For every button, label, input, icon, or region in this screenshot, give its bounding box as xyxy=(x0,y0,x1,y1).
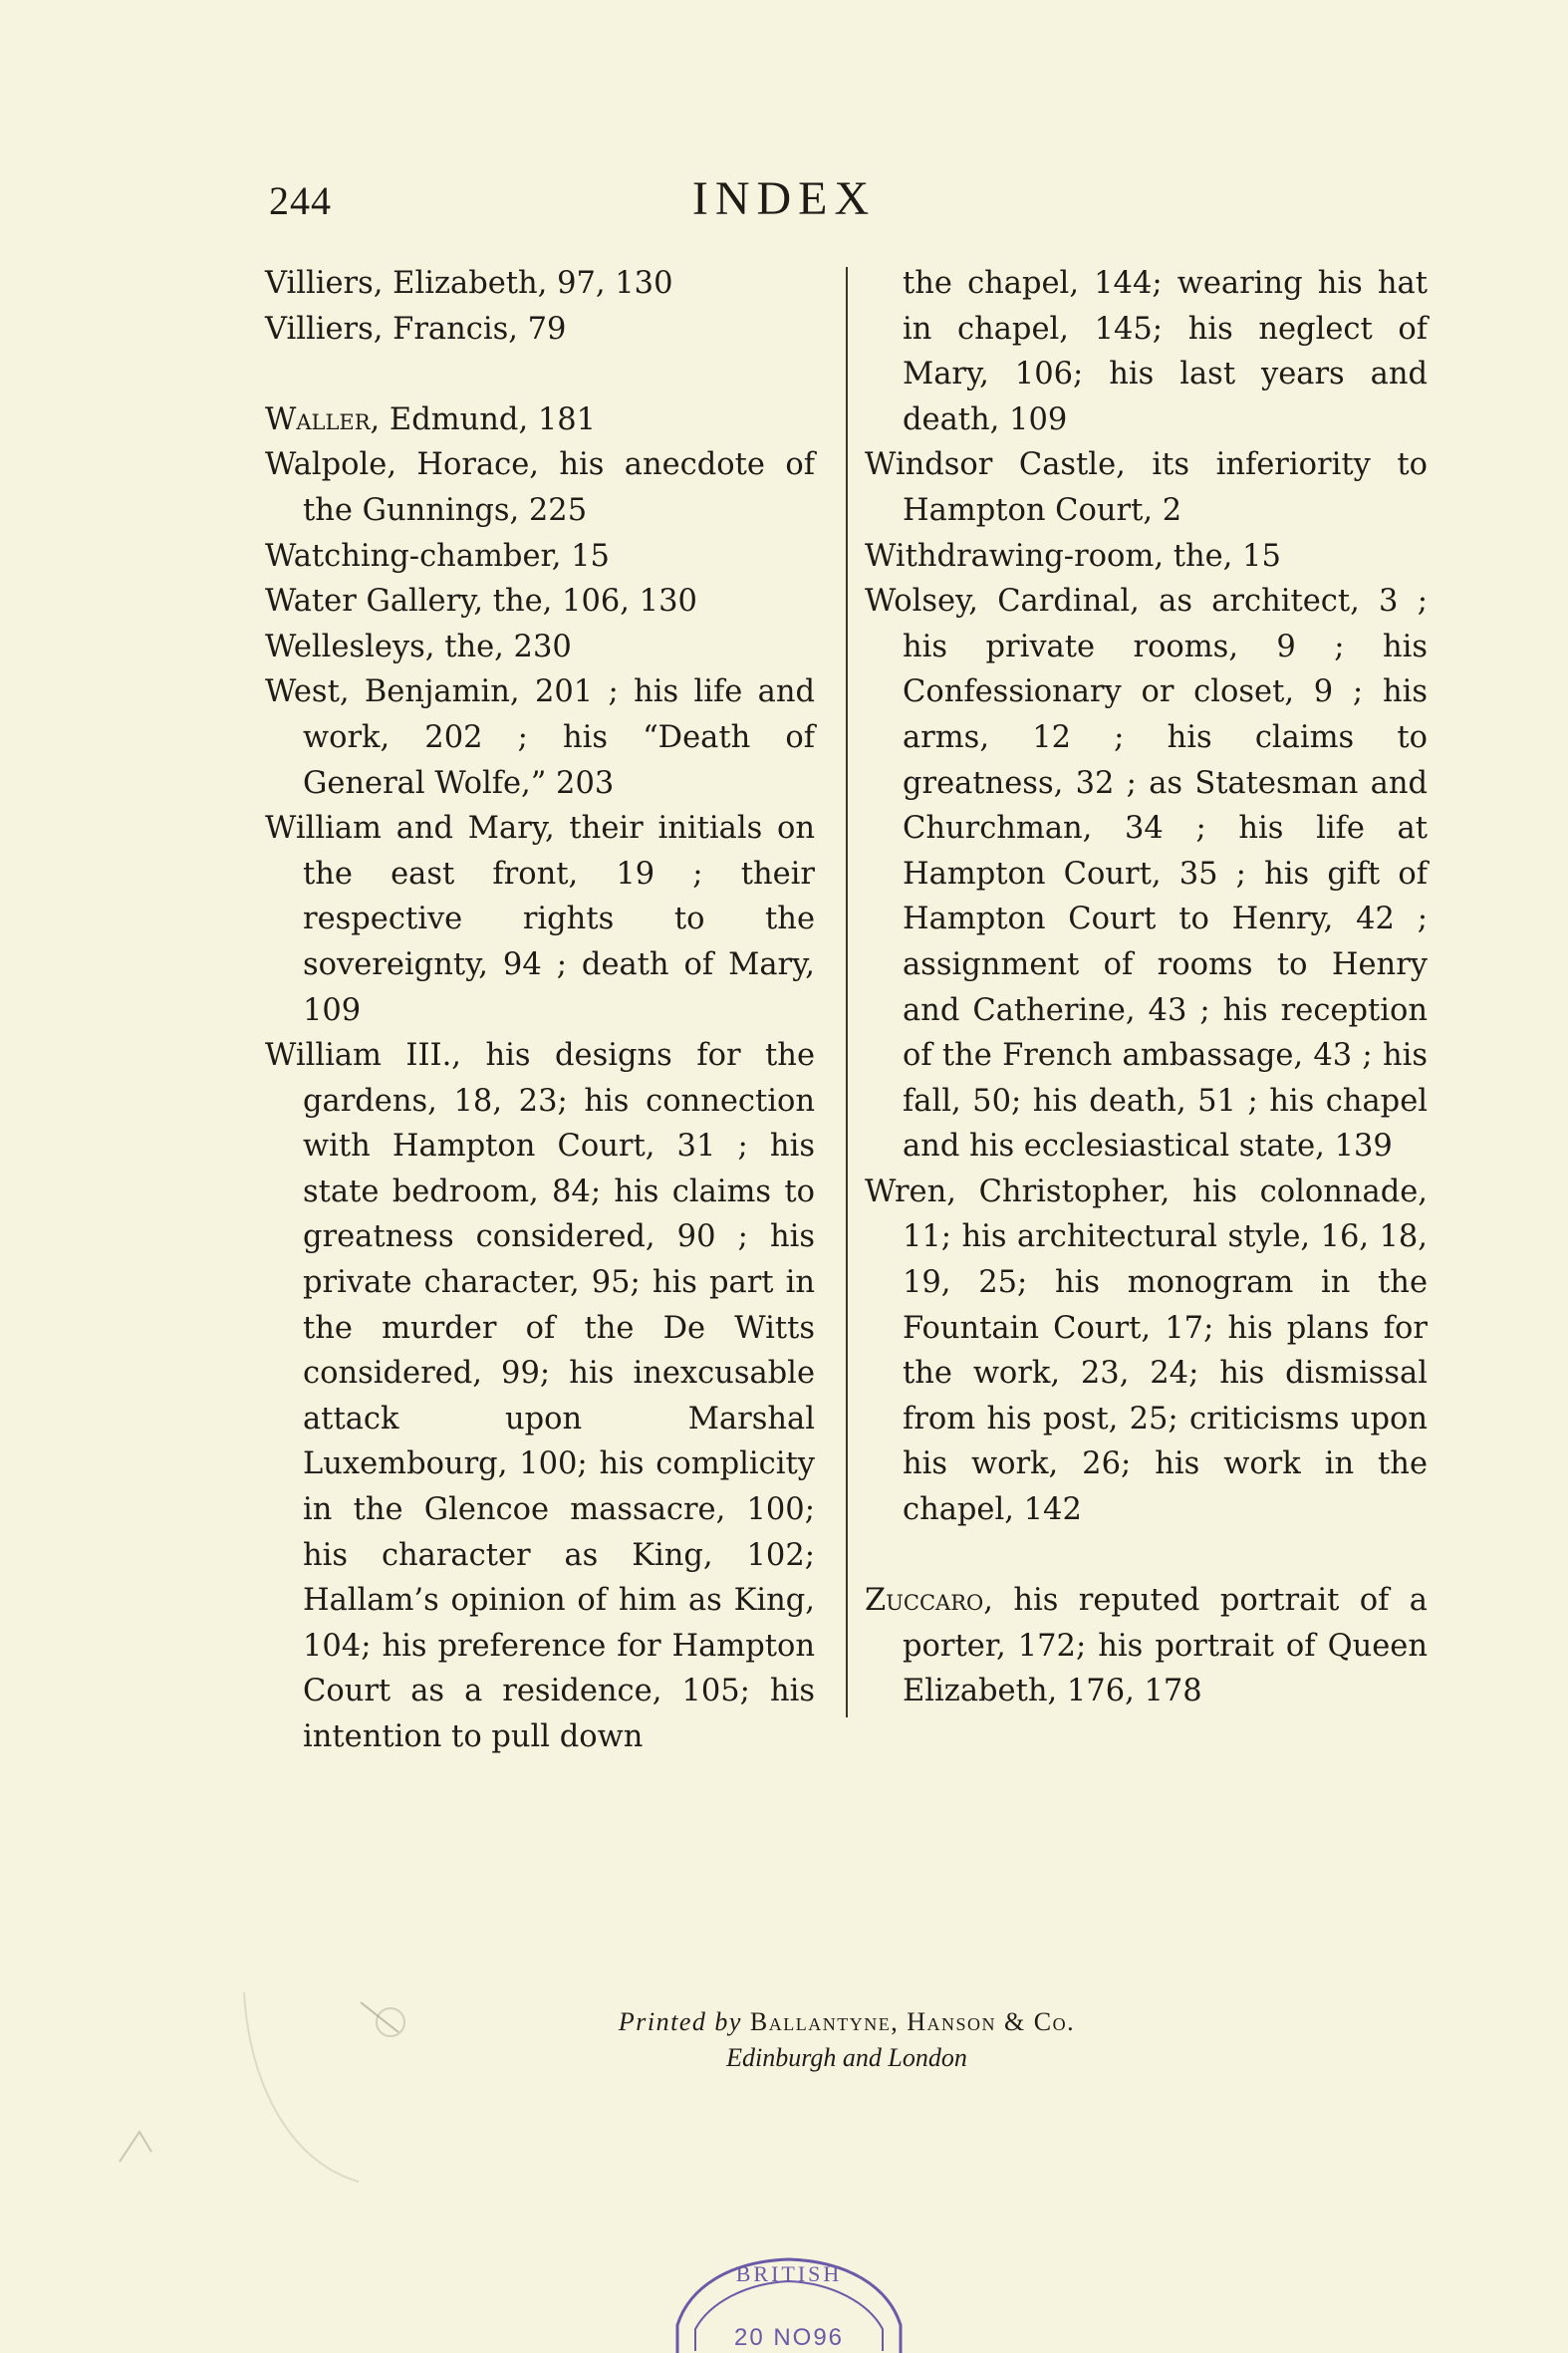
index-entry: Water Gallery, the, 106, 130 xyxy=(265,584,697,620)
index-entry: Wolsey, Cardinal, as architect, 3 ; his private rooms, 9 ; his Confessionary or closet, 9 ; his arms, 12 ; his claims to greatness, 32 ; as Statesman and Churchman, 34 ; his life at Hampton Court, 35 ; his gift of Hampton Court to Henry, 42 ; assignment of rooms to Henry and Catherine, 43 ; his reception of the French ambassage, 43 ; his fall, 50; his death, 51 ; his chapel and his ecclesiastical state, 139 xyxy=(865,584,1428,1165)
library-stamp xyxy=(669,2247,909,2353)
index-entry: Villiers, Elizabeth, 97, 130 xyxy=(265,266,673,301)
index-entry: Villiers, Francis, 79 xyxy=(265,311,567,347)
index-column-left xyxy=(265,261,815,1760)
entry-head: Zuccaro xyxy=(865,1583,984,1619)
printed-by: Printed by xyxy=(618,2007,742,2036)
index-entry: Watching-chamber, 15 xyxy=(265,538,610,574)
pencil-marks xyxy=(100,1833,428,2192)
index-entry: Waller, Edmund, 181 xyxy=(265,401,597,437)
index-entry: Wellesleys, the, 230 xyxy=(265,629,572,664)
stamp-text-top: BRITISH xyxy=(735,2261,843,2286)
printer-name: Ballantyne, Hanson & Co. xyxy=(749,2007,1076,2036)
printer-imprint xyxy=(438,2004,1255,2040)
index-entry: Wren, Christopher, his colonnade, 11; his architectural style, 16, 18, 19, 25; his monogram in the Fountain Court, 17; his plans for the work, 23, 24; his dismissal from his post, 25; criticisms upon his work, 26; his work in the chapel, 142 xyxy=(865,1174,1428,1528)
index-entry: William and Mary, their initials on the east front, 19 ; their respective rights to the sovereignty, 94 ; death of Mary, 109 xyxy=(265,811,815,1028)
column-divider xyxy=(846,267,848,1717)
index-column-right xyxy=(865,261,1428,1714)
page-title: INDEX xyxy=(691,172,877,225)
index-entry: Withdrawing-room, the, 15 xyxy=(865,538,1281,574)
index-entry: Walpole, Horace, his anecdote of the Gunnings, 225 xyxy=(265,447,815,528)
index-entry: William III., his designs for the gardens, 18, 23; his connection with Hampton Court, 31 ; his state bedroom, 84; his claims to greatness considered, 90 ; his private character, 95; his part in the murder of the De Witts considered, 99; his inexcusable attack upon Marshal Luxembourg, 100; his complicity in the Glencoe massacre, 100; his character as King, 102; Hallam’s opinion of him as King, 104; his preference for Hampton Court as a residence, 105; his intention to pull down xyxy=(265,1038,815,1754)
index-entry: Zuccaro, his reputed portrait of a porter, 172; his portrait of Queen Elizabeth, 176, 178 xyxy=(865,1583,1428,1709)
index-entry: Windsor Castle, its inferiority to Hampton Court, 2 xyxy=(865,447,1428,528)
index-entry-continued: the chapel, 144; wearing his hat in chapel, 145; his neglect of Mary, 106; his last years and death, 109 xyxy=(903,266,1428,437)
page-number: 244 xyxy=(269,178,332,223)
entry-head: Waller xyxy=(265,401,371,437)
index-entry: West, Benjamin, 201 ; his life and work, 202 ; his “Death of General Wolfe,” 203 xyxy=(265,674,815,801)
stamp-text-bottom: 20 NO96 xyxy=(733,2324,845,2351)
printer-place: Edinburgh and London xyxy=(726,2043,967,2072)
